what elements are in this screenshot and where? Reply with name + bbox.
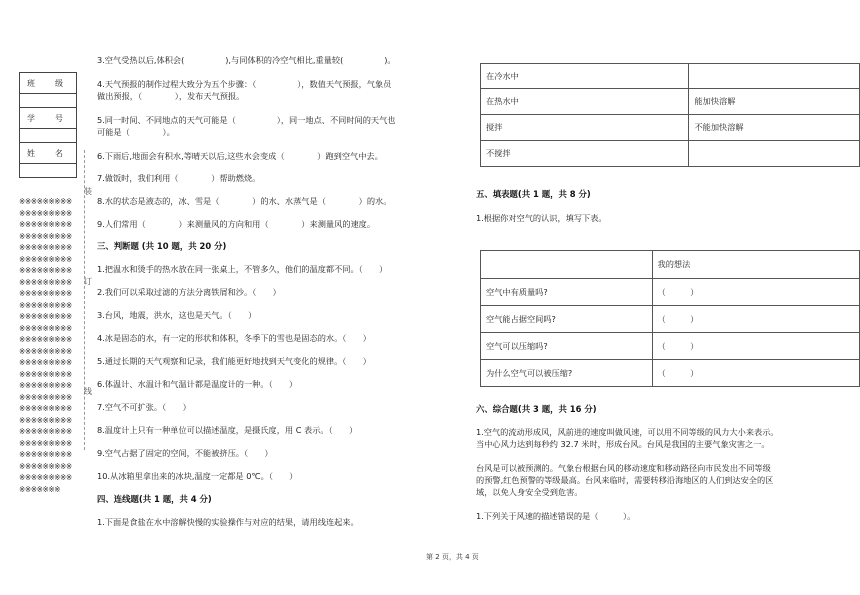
question-fill-4b: 做出预报，（ ），发布天气预报。 (97, 91, 245, 101)
seal-char-2: 订 (84, 277, 92, 286)
judge-10: 10.从冰箱里拿出来的冰块,温度一定都是 0℃。（ ） (97, 471, 298, 481)
match-question-1: 1.下面是食盐在水中溶解快慢的实验操作与对应的结果，请用线连起来。 (97, 517, 359, 527)
match-left-1: 在冷水中 (481, 64, 689, 89)
passage-line-3: 台风是可以被预测的。气象台根据台风的移动速度和移动路径向市民发出不同等级 (476, 463, 771, 473)
seal-char-1: 装 (84, 187, 92, 196)
match-left-3: 搅拌 (481, 115, 689, 141)
fill-row-2-answer[interactable]: （ ） (652, 306, 860, 333)
fill-row-3-answer[interactable]: （ ） (652, 333, 860, 360)
fill-row-2-label: 空气能占据空间吗? (481, 306, 653, 333)
question-fill-5a: 5.同一时间、不同地点的天气可能是（ ），同一地点、不同时间的天气也 (97, 115, 396, 125)
judge-4: 4.冰是固态的水，有一定的形状和体积，冬季下的雪也是固态的水。（ ） (97, 333, 371, 343)
name-label: 姓 名 (20, 143, 77, 164)
question-fill-6: 6.下雨后,地面会有积水,等晴天以后,这些水会变成（ ）跑到空气中去。 (97, 151, 383, 161)
match-right-1 (689, 64, 860, 89)
match-left-2: 在热水中 (481, 89, 689, 115)
name-field[interactable] (20, 164, 77, 178)
student-id-field[interactable] (20, 129, 77, 143)
fill-table (480, 250, 860, 387)
judge-3: 3.台风，地震，洪水，这也是天气。（ ） (97, 310, 257, 320)
fill-question-1: 1.根据你对空气的认识，填写下表。 (476, 213, 607, 223)
page-number: 第 2 页，共 4 页 (426, 553, 479, 561)
match-right-2: 能加快溶解 (689, 89, 860, 115)
section-3-title: 三、判断题 (共 10 题，共 20 分) (97, 241, 227, 251)
fill-row-4-label: 为什么空气可以被压缩? (481, 360, 653, 387)
passage-line-2: 当中心风力达到每秒约 32.7 米时，形成台风。台风是我国的主要气象灾害之一。 (476, 439, 770, 449)
matching-table (480, 63, 860, 167)
passage-line-1: 1.空气的流动形成风，风前进的速度叫做风速，可以用不同等级的风力大小来表示。 (476, 427, 779, 437)
passage-line-4: 的预警,红色预警的等级最高。台风来临时，需要转移沿海地区的人们到达安全的区 (476, 475, 774, 485)
judge-5: 5.通过长期的天气观察和记录，我们能更好地找到天气变化的规律。（ ） (97, 356, 371, 366)
question-fill-7: 7.做饭时，我们利用（ ）帮助燃烧。 (97, 173, 261, 183)
judge-2: 2.我们可以采取过滤的方法分离铁屑和沙。（ ） (97, 287, 281, 297)
question-fill-9: 9.人们常用（ ）来测量风的方向和用（ ）来测量风的速度。 (97, 219, 376, 229)
section-6-title: 六、综合题(共 3 题，共 16 分) (476, 404, 597, 414)
fill-row-1-answer[interactable]: （ ） (652, 279, 860, 306)
class-label: 班 级 (20, 73, 77, 94)
match-left-4: 不搅拌 (481, 141, 689, 167)
question-fill-3: 3.空气受热以后,体积会( ),与同体积的冷空气相比,重量较( )。 (97, 55, 396, 65)
passage-line-5: 域，以免人身安全受到危害。 (476, 487, 583, 497)
fill-row-1-label: 空气中有质量吗? (481, 279, 653, 306)
class-field[interactable] (20, 94, 77, 108)
question-fill-8: 8.水的状态是液态的，冰、雪是（ ）的水、水蒸气是（ ）的水。 (97, 196, 392, 206)
seal-pattern: ※※※※※※※※※※※※※※※※※※※※※※※※※※※※※※※※※※※※※※※※※※※※※※※※※※※※※※※※※※※※※※※※※※※※※※※※※※※※※※※※※※※※※※※※※※※※※※※※※※※※※※※※※※※※※※※※※※※※※※※※※※※※※※※※※※※※※※※※※※※※※※※※※※※※※※※※※※※※※※※※※※※※※※※※※※※※※※※※※※※※※※※※※※※※※※※※※※※※※※※※※※※※※※※※※※※※※※※※※※※※※※※※※※※※※※※※ (19, 197, 72, 494)
question-fill-4a: 4.天气预报的制作过程大致分为五个步骤：（ ），数值天气预报，气象员 (97, 79, 392, 89)
fill-row-4-answer[interactable]: （ ） (652, 360, 860, 387)
comprehensive-question-1: 1.下列关于风速的描述错误的是（ ）。 (476, 511, 636, 521)
match-right-3: 不能加快溶解 (689, 115, 860, 141)
fill-header-left (481, 251, 653, 279)
seal-char-3: 线 (84, 387, 92, 396)
judge-9: 9.空气占据了固定的空间，不能被挤压。（ ） (97, 448, 273, 458)
judge-6: 6.体温计、水温计和气温计都是温度计的一种。（ ） (97, 379, 298, 389)
student-id-label: 学 号 (20, 108, 77, 129)
judge-8: 8.温度计上只有一种单位可以描述温度，是摄氏度，用 C 表示。（ ） (97, 425, 358, 435)
fill-row-3-label: 空气可以压缩吗? (481, 333, 653, 360)
fill-header-right: 我的想法 (652, 251, 860, 279)
question-fill-5b: 可能是（ ）。 (97, 127, 175, 137)
judge-1: 1.把温水和烫手的热水放在同一张桌上，不管多久，他们的温度都不同。（ ） (97, 264, 388, 274)
student-info-table (19, 72, 77, 178)
judge-7: 7.空气不可扩张。（ ） (97, 402, 191, 412)
section-4-title: 四、连线题(共 1 题，共 4 分) (97, 494, 212, 504)
match-right-4 (689, 141, 860, 167)
section-5-title: 五、填表题(共 1 题，共 8 分) (476, 189, 591, 199)
